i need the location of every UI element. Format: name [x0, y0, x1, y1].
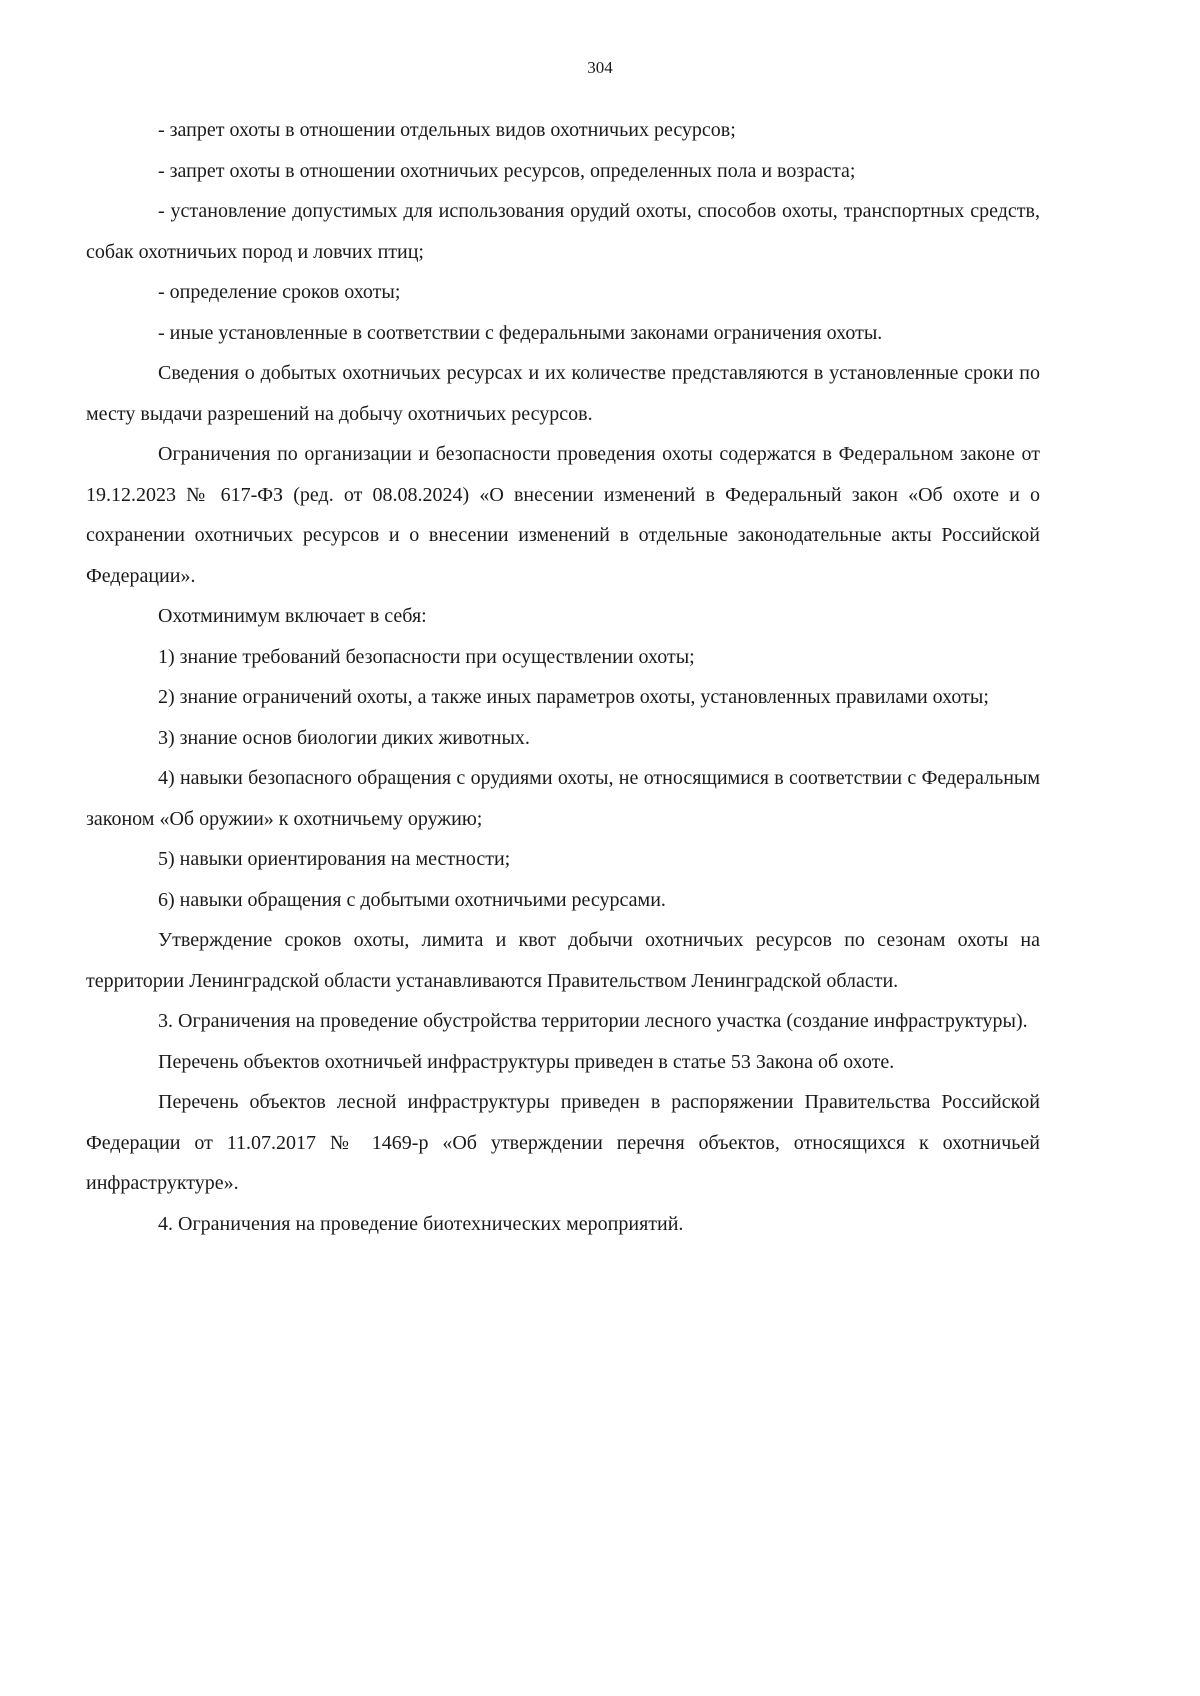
paragraph: Перечень объектов лесной инфраструктуры приведен в распоряжении Правительства Российской Федерации от 11.07.2017 № 1469-р «Об утверждении перечня объектов, относящихся к охотничьей инфраструктуре».	[86, 1091, 1040, 1194]
paragraph: - установление допустимых для использования орудий охоты, способов охоты, транспортных средств, собак охотничьих пород и ловчих птиц;	[86, 200, 1040, 263]
body-text	[86, 110, 1040, 1244]
paragraph: - запрет охоты в отношении отдельных видов охотничьих ресурсов;	[158, 119, 736, 141]
paragraph: 1) знание требований безопасности при осуществлении охоты;	[158, 645, 695, 668]
paragraph: 3) знание основ биологии диких животных.	[158, 726, 530, 749]
paragraph: - запрет охоты в отношении охотничьих ресурсов, определенных пола и возраста;	[158, 159, 856, 182]
paragraph: - определение сроков охоты;	[158, 281, 401, 303]
paragraph: 6) навыки обращения с добытыми охотничьими ресурсами.	[158, 888, 666, 911]
paragraph: 5) навыки ориентирования на местности;	[158, 848, 511, 870]
paragraph: 4) навыки безопасного обращения с орудиями охоты, не относящимися в соответствии с Федеральным законом «Об оружии» к охотничьему оружию;	[86, 767, 1040, 830]
paragraph: Ограничения по организации и безопасности проведения охоты содержатся в Федеральном законе от 19.12.2023 № 617-ФЗ (ред. от 08.08.2024) «О внесении изменений в Федеральный закон «Об охоте и о сохранении охотничьих ресурсов и о внесении изменений в отдельные законодательные акты Российской Федерации».	[86, 443, 1040, 587]
page-number: 304	[587, 58, 613, 77]
paragraph: Охотминимум включает в себя:	[158, 605, 427, 627]
paragraph: Перечень объектов охотничьей инфраструктуры приведен в статье 53 Закона об охоте.	[158, 1050, 895, 1073]
paragraph: - иные установленные в соответствии с федеральными законами ограничения охоты.	[158, 321, 883, 344]
paragraph: 2) знание ограничений охоты, а также иных параметров охоты, установленных правилами охоты;	[158, 686, 989, 708]
paragraph: 4. Ограничения на проведение биотехнических мероприятий.	[158, 1212, 684, 1235]
paragraph: 3. Ограничения на проведение обустройства территории лесного участка (создание инфраструктуры).	[158, 1010, 1028, 1032]
paragraph: Утверждение сроков охоты, лимита и квот добычи охотничьих ресурсов по сезонам охоты на территории Ленинградской области устанавливаются Правительством Ленинградской области.	[86, 929, 1040, 992]
paragraph: Сведения о добытых охотничьих ресурсах и их количестве представляются в установленные сроки по месту выдачи разрешений на добычу охотничьих ресурсов.	[86, 362, 1040, 425]
